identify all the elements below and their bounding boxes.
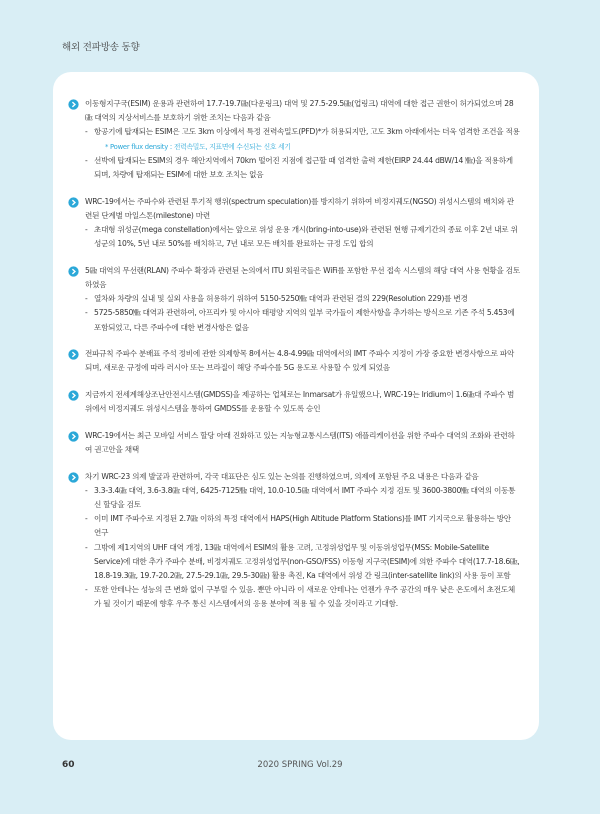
article-content (72, 97, 520, 624)
sub-list (72, 223, 520, 251)
bullet-item (72, 97, 520, 125)
sub-item: - 선박에 탑재되는 ESIM의 경우 해안지역에서 70km 떨어진 지점에 접근할 때 엄격한 출력 제한(EIRP 24.44 dBW/14 ㎒)을 적용하게 되며, 차량에 탑재되는 ESIM에 대한 보호 조치는 없음 (85, 155, 513, 180)
sub-item: - 3.3-3.4㎓ 대역, 3.6-3.8㎓ 대역, 6425-7125㎒ 대역, 10.0-10.5㎓ 대역에서 IMT 주파수 지정 검토 및 3600-3800㎒ 대역의 이동통신 할당을 검토 (85, 485, 516, 510)
sub-item: - 5725-5850㎒ 대역과 관련하여, 아프리카 및 아시아 태평양 지역의 일부 국가들이 제한사항을 추가하는 방식으로 기존 주석 5.453에 포함되었고, 다른 주파수에 대한 변경사항은 없음 (85, 308, 515, 332)
sub-item-text: 이미 IMT 주파수로 지정된 2.7㎓ 이하의 특정 대역에서 HAPS(High Altitude Platform Stations)를 IMT 기지국으로 활용하는 방안 연구 (94, 514, 511, 538)
circle-arrow-icon (68, 266, 79, 277)
bullet-text: 지금까지 전세계해상조난안전시스템(GMDSS)을 제공하는 업체로는 Inmarsat가 유일했으나, WRC-19는 Iridium이 1.6㎓대 주파수 범위에서 비정지궤도 위성시스템을 통하여 GMDSS를 운용할 수 있도록 승인 (85, 390, 515, 414)
section-title: 해외 전파방송 동향 (62, 42, 140, 53)
page-number: 60 (62, 760, 75, 770)
sub-item: - 그밖에 제1지역의 UHF 대역 개정, 13㎓ 대역에서 ESIM의 활용 고려, 고정위성업무 및 이동위성업무(MSS: Mobile-Satellite Service)에 대한 추가 주파수 분배, 비정지궤도 고정위성업무(non-GSO/FSS) 이동형 지구국(ESIM)에 의한 주파수 대역(17.7-18.6㎓, 18.8-19.3㎓, 19.7-20.2㎓, 27.5-29.1㎓, 29.5-30㎓) 활용 촉진, Ka 대역에서 위성 간 링크(inter-satellite link)의 사용 등이 포함 (85, 542, 520, 581)
sub-item-text: 5725-5850㎒ 대역과 관련하여, 아프리카 및 아시아 태평양 지역의 일부 국가들이 제한사항을 추가하는 방식으로 기존 주석 5.453에 포함되었고, 다른 주파수에 대한 변경사항은 없음 (94, 308, 515, 332)
sub-item-text: 또한 안테나는 성능의 큰 변화 없이 구부릴 수 있음. 뿐만 아니라 이 새로운 안테나는 언젠가 우주 공간의 매우 낮은 온도에서 초전도체가 될 것이기 때문에 향후 우주 통신 시스템에서의 응용 분야에 적용 될 수 있을 것이라고 기대함. (94, 585, 515, 609)
bullet-item (72, 347, 520, 375)
sub-item: - 또한 안테나는 성능의 큰 변화 없이 구부릴 수 있음. 뿐만 아니라 이 새로운 안테나는 언젠가 우주 공간의 매우 낮은 온도에서 초전도체가 될 것이기 때문에 향후 우주 통신 시스템에서의 응용 분야에 적용 될 수 있을 것이라고 기대함. (85, 585, 515, 609)
sub-list (72, 125, 520, 182)
bullet-section (72, 429, 520, 457)
bullet-item (72, 264, 520, 292)
sub-item-text: 3.3-3.4㎓ 대역, 3.6-3.8㎓ 대역, 6425-7125㎒ 대역, 10.0-10.5㎓ 대역에서 IMT 주파수 지정 검토 및 3600-3800㎒ 대역의 이동통신 할당을 검토 (94, 485, 516, 510)
bullet-item (72, 388, 520, 416)
circle-arrow-icon (68, 197, 79, 208)
circle-arrow-icon (68, 390, 79, 401)
circle-arrow-icon (68, 472, 79, 483)
bullet-section (72, 347, 520, 375)
bullet-text: 전파규칙 주파수 분배표 주석 정비에 관한 의제항목 8에서는 4.8-4.99㎓ 대역에서의 IMT 주파수 지정이 가장 중요한 변경사항으로 파악되며, 새로운 규정에 따라 러시아 또는 브라질이 해당 주파수를 5G 용도로 사용할 수 있게 되었음 (85, 349, 515, 373)
bullet-text: 차기 WRC-23 의제 발굴과 관련하여, 각국 대표단은 심도 있는 논의를 진행하였으며, 의제에 포함된 주요 내용은 다음과 같음 (85, 471, 479, 481)
sub-item: - 이미 IMT 주파수로 지정된 2.7㎓ 이하의 특정 대역에서 HAPS(High Altitude Platform Stations)를 IMT 기지국으로 활용하는 방안 연구 (85, 514, 511, 538)
bullet-item (72, 470, 520, 484)
bullet-text: WRC-19에서는 최근 모바일 서비스 할당 아래 진화하고 있는 지능형교통시스템(ITS) 애플리케이션을 위한 주파수 대역의 조화와 관련하여 권고안을 채택 (85, 430, 515, 455)
sub-item-text: 초대형 위성군(mega constellation)에서는 앞으로 위성 운용 개시(bring-into-use)와 관련된 현행 규제기간의 종료 이후 2년 내로 위성군의 10%, 5년 내로 50%를 배치하고, 7년 내로 모든 배치를 완료하는 규정 도입 합의 (94, 225, 518, 249)
circle-arrow-icon (68, 99, 79, 110)
sub-item-text: 그밖에 제1지역의 UHF 대역 개정, 13㎓ 대역에서 ESIM의 활용 고려, 고정위성업무 및 이동위성업무(MSS: Mobile-Satellite Service)에 대한 추가 주파수 분배, 비정지궤도 고정위성업무(non-GSO/FSS) 이동형 지구국(ESIM)에 의한 주파수 대역(17.7-18.6㎓, 18.8-19.3㎓, 19.7-20.2㎓, 27.5-29.1㎓, 29.5-30㎓) 활용 촉진, Ka 대역에서 위성 간 링크(inter-satellite link)의 사용 등이 포함 (94, 542, 520, 581)
bullet-text: 5㎓ 대역의 무선랜(RLAN) 주파수 확장과 관련된 논의에서 ITU 회원국들은 WiFi를 포함한 무선 접속 시스템의 해당 대역 사용 현황을 검토하였음 (85, 265, 520, 290)
bullet-section (72, 195, 520, 252)
footnote: * Power flux density : 전력속밀도, 지표면에 수신되는 신호 세기 (105, 142, 291, 151)
bullet-section (72, 97, 520, 182)
bullet-text: WRC-19에서는 주파수와 관련된 투기적 행위(spectrum speculation)를 방지하기 위하여 비정지궤도(NGSO) 위성시스템의 배치와 관련된 단계별 마일스톤(milestone) 마련 (85, 196, 514, 220)
bullet-item (72, 195, 520, 223)
bullet-text: 이동형지구국(ESIM) 운용과 관련하여 17.7-19.7㎓(다운링크) 대역 및 27.5-29.5㎓(업링크) 대역에 대한 접근 권한이 허가되었으며 28㎓ 대역의 지상서비스를 보호하기 위한 조치는 다음과 같음 (85, 99, 514, 123)
bullet-section (72, 388, 520, 416)
bullet-section (72, 264, 520, 335)
sub-item: - 항공기에 탑재되는 ESIM은 고도 3km 이상에서 특정 전력속밀도(PFD)*가 허용되지만, 고도 3km 아래에서는 더욱 엄격한 조건을 적용 (85, 127, 520, 137)
sub-item: - 열차와 차량의 실내 및 실외 사용을 허용하기 위하여 5150-5250㎒ 대역과 관련된 결의 229(Resolution 229)를 변경 (85, 294, 468, 304)
circle-arrow-icon (68, 431, 79, 442)
issue-label: 2020 SPRING Vol.29 (257, 760, 343, 770)
bullet-item (72, 429, 520, 457)
sub-item: - 초대형 위성군(mega constellation)에서는 앞으로 위성 운용 개시(bring-into-use)와 관련된 현행 규제기간의 종료 이후 2년 내로 위성군의 10%, 5년 내로 50%를 배치하고, 7년 내로 모든 배치를 완료하는 규정 도입 합의 (85, 225, 518, 249)
sub-item-text: 열차와 차량의 실내 및 실외 사용을 허용하기 위하여 5150-5250㎒ 대역과 관련된 결의 229(Resolution 229)를 변경 (94, 294, 468, 304)
circle-arrow-icon (68, 349, 79, 360)
sub-list (72, 292, 520, 335)
bullet-section (72, 470, 520, 612)
sub-item-text: 항공기에 탑재되는 ESIM은 고도 3km 이상에서 특정 전력속밀도(PFD)*가 허용되지만, 고도 3km 아래에서는 더욱 엄격한 조건을 적용 (94, 127, 520, 137)
sub-item-text: 선박에 탑재되는 ESIM의 경우 해안지역에서 70km 떨어진 지점에 접근할 때 엄격한 출력 제한(EIRP 24.44 dBW/14 ㎒)을 적용하게 되며, 차량에 탑재되는 ESIM에 대한 보호 조치는 없음 (94, 155, 513, 180)
sub-list (72, 484, 520, 612)
